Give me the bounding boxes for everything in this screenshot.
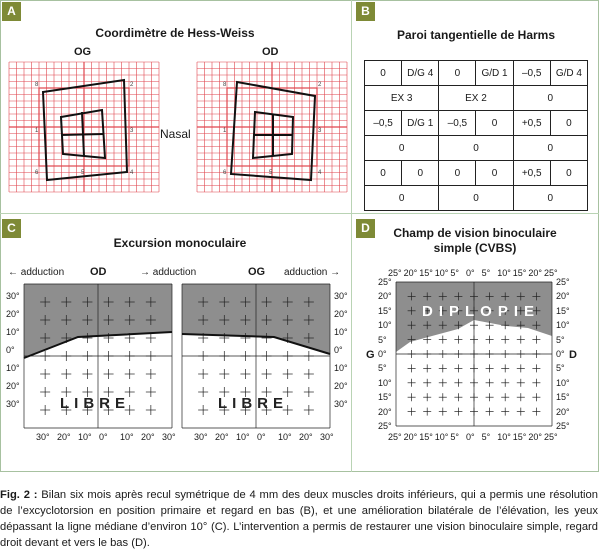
panel-d-x-tick-label: 25° (388, 432, 402, 442)
panel-d-x-tick-label: 10° (434, 432, 449, 442)
table-cell: –0,5 (365, 111, 402, 136)
panel-d-x-tick-label: 10° (497, 432, 511, 442)
table-cell: 0 (550, 111, 587, 136)
table-row (365, 111, 588, 136)
grid-number: 2 (318, 82, 322, 88)
panel-c-x-tick-label: 20° (299, 432, 313, 442)
panel-d-right-label: D (569, 349, 577, 361)
table-row (365, 61, 588, 86)
table-cell: D/G 4 (402, 61, 439, 86)
table-cell: 0 (476, 111, 513, 136)
panel-d-x-tick-label: 25° (544, 268, 558, 278)
panel-d-y-tick-label: 20° (556, 406, 570, 417)
panel-c-x-tick-label: 10° (78, 432, 92, 442)
table-cell: 0 (513, 136, 587, 161)
table-cell: 0 (439, 161, 476, 186)
table-cell: +0,5 (513, 161, 550, 186)
grid-number: 6 (223, 170, 227, 176)
grid-number: 6 (35, 170, 39, 176)
panel-c-title: Excursion monoculaire (113, 236, 247, 250)
panel-d-x-tick-label: 5° (450, 268, 459, 278)
panel-d-x-tick-label: 25° (544, 432, 558, 442)
panel-a-badge: A (2, 2, 21, 21)
figure-caption (0, 487, 598, 551)
table-cell: 0 (365, 186, 439, 211)
panel-d-x-tick-label: 0° (466, 432, 475, 442)
panel-d-y-tick-label: 10° (378, 377, 392, 388)
panel-d-x-tick-label: 10° (434, 268, 449, 278)
grid-number: 8 (223, 82, 227, 88)
excursion-og (182, 284, 330, 428)
grid-number: 4 (318, 170, 322, 176)
panel-a-title: Coordimètre de Hess-Weiss (95, 26, 255, 40)
cvbs-field (396, 282, 552, 426)
panel-c-x-tick-label: 30° (320, 432, 334, 442)
panel-d-x-tick-label: 25° (388, 268, 402, 278)
panel-d-x-tick-label: 20° (528, 432, 543, 442)
hess-grid-og (9, 62, 159, 192)
panel-d-y-tick-label: 10° (556, 320, 570, 331)
panel-d-y-tick-label: 15° (556, 392, 570, 403)
panel-d-title-line1: Champ de vision binoculaire (393, 226, 557, 240)
panel-c-y-tick-label: 20° (6, 309, 20, 319)
panel-d-y-tick-label: 20° (378, 291, 392, 302)
panel-d-y-tick-label: 0° (556, 349, 565, 359)
panel-divider-vertical (351, 0, 352, 472)
panel-c-y-tick-label: 30° (334, 291, 348, 301)
panel-c-y-tick-label: 30° (6, 291, 20, 301)
table-row (365, 136, 588, 161)
grid-number: 8 (35, 82, 39, 88)
panel-a-nasal-label: Nasal (160, 127, 191, 141)
panel-d-badge: D (356, 219, 375, 238)
grid-number: 3 (318, 128, 322, 134)
table-cell: 0 (365, 161, 402, 186)
panel-d-x-tick-label: 20° (403, 268, 418, 278)
panel-c-y-tick-label: 0° (6, 345, 15, 355)
table-cell: –0,5 (439, 111, 476, 136)
grid-number: 5 (269, 170, 273, 176)
panel-c-x-tick-label: 0° (257, 432, 266, 442)
panel-a-od-label: OD (262, 46, 279, 58)
panel-d-y-tick-label: 25° (556, 421, 570, 431)
table-cell: –0,5 (513, 61, 550, 86)
panel-c-og-label: OG (248, 266, 266, 278)
table-cell: EX 2 (439, 86, 513, 111)
panel-c-y-tick-label: 30° (334, 399, 348, 409)
table-cell: 0 (513, 86, 587, 111)
excursion-od (24, 284, 172, 428)
grid-number: 4 (130, 170, 134, 176)
panel-d-y-tick-label: 5° (378, 363, 387, 374)
table-cell: 0 (365, 61, 402, 86)
panel-c-x-tick-label: 30° (162, 432, 176, 442)
panel-d-y-tick-label: 20° (378, 406, 392, 417)
panel-c-y-tick-label: 20° (6, 381, 20, 391)
panel-c-x-tick-label: 30° (36, 432, 50, 442)
caption-text: Bilan six mois après recul symétrique de 4 mm des deux muscles droits inférieurs, qui a permis une résolution de l’excyclotorsion en position primaire et regard en bas (B), et une amélioration bilatérale de l’élévation, les yeux dépassant la ligne médiane d’environ 10° (C). L’intervention a permis de restaurer une vision binoculaire simple, regard droit devant et vers le bas (D). (0, 489, 598, 549)
panel-d-title-line2: simple (CVBS) (433, 241, 517, 255)
adduction-label-right: adduction → (284, 267, 341, 278)
panel-d-x-tick-label: 10° (497, 268, 511, 278)
panel-d-x-tick-label: 5° (450, 432, 459, 442)
table-cell: D/G 1 (402, 111, 439, 136)
panel-d-y-tick-label: 15° (378, 305, 392, 316)
panel-d-x-tick-label: 20° (403, 432, 418, 442)
panel-d-y-tick-label: 10° (378, 320, 392, 331)
panel-d-y-tick-label: 25° (556, 277, 570, 287)
panel-d-x-tick-label: 15° (419, 268, 433, 278)
panel-d-y-tick-label: 0° (378, 349, 387, 359)
panel-c-y-tick-label: 20° (334, 309, 348, 319)
panel-c-y-tick-label: 10° (334, 363, 348, 373)
grid-number: 1 (223, 128, 227, 134)
panel-c-x-tick-label: 20° (57, 432, 71, 442)
panel-c-y-tick-label: 10° (6, 363, 20, 373)
panel-d-left-label: G (366, 349, 375, 361)
panel-d-x-tick-label: 5° (481, 268, 491, 278)
table-cell: EX 3 (365, 86, 439, 111)
panel-c-badge: C (2, 219, 21, 238)
panel-d-y-tick-label: 15° (556, 305, 570, 316)
table-cell: 0 (476, 161, 513, 186)
table-cell: G/D 4 (550, 61, 587, 86)
panel-c-y-tick-label: 10° (334, 327, 348, 337)
panel-d-x-tick-label: 15° (512, 268, 527, 278)
table-cell: 0 (439, 61, 476, 86)
panel-d-y-tick-label: 5° (378, 334, 387, 345)
panel-d-x-tick-label: 15° (419, 432, 433, 442)
panel-c-x-tick-label: 20° (141, 432, 155, 442)
panel-d-x-tick-label: 15° (512, 432, 527, 442)
hess-grid-od (197, 62, 347, 192)
adduction-label-left: ← adduction (8, 267, 65, 278)
grid-number: 3 (130, 128, 134, 134)
panel-c-x-tick-label: 10° (236, 432, 250, 442)
libre-label-og: LIBRE (218, 395, 288, 412)
panel-c-x-tick-label: 10° (120, 432, 134, 442)
panel-d-y-tick-label: 15° (378, 392, 392, 403)
panel-d-y-tick-label: 25° (378, 277, 392, 287)
grid-number: 5 (81, 170, 85, 176)
diplopie-label: DIPLOPIE (422, 303, 541, 320)
grid-number: 2 (130, 82, 134, 88)
panel-c-y-tick-label: 0° (334, 345, 343, 355)
panel-b-badge: B (356, 2, 375, 21)
caption-label: Fig. 2 : (0, 489, 38, 501)
table-cell: +0,5 (513, 111, 550, 136)
adduction-label-mid: → adduction (140, 267, 197, 278)
table-cell: 0 (365, 136, 439, 161)
panel-b-title: Paroi tangentielle de Harms (396, 28, 556, 42)
table-cell: 0 (439, 186, 513, 211)
panel-c-y-tick-label: 20° (334, 381, 348, 391)
table-row (365, 161, 588, 186)
panel-c-od-label: OD (90, 266, 107, 278)
table-row (365, 186, 588, 211)
panel-c-x-tick-label: 30° (194, 432, 208, 442)
panel-c-y-tick-label: 30° (6, 399, 20, 409)
panel-d-y-tick-label: 20° (556, 291, 570, 302)
panel-c-y-tick-label: 10° (6, 327, 20, 337)
panel-d-y-tick-label: 5° (556, 334, 565, 345)
panel-c-x-tick-label: 20° (215, 432, 229, 442)
panel-d-x-tick-label: 5° (481, 432, 491, 442)
panel-d-y-tick-label: 5° (556, 363, 565, 374)
table-cell: 0 (513, 186, 587, 211)
panel-d-y-tick-label: 10° (556, 377, 570, 388)
panel-a-og-label: OG (74, 46, 92, 58)
panel-c-x-tick-label: 10° (278, 432, 292, 442)
panel-c-x-tick-label: 0° (99, 432, 108, 442)
panel-divider-horizontal (0, 213, 599, 214)
libre-label-od: LIBRE (60, 395, 130, 412)
panel-d-y-tick-label: 25° (378, 421, 392, 431)
panel-d-x-tick-label: 20° (528, 268, 543, 278)
panel-d-x-tick-label: 0° (466, 268, 475, 278)
table-row (365, 86, 588, 111)
table-cell: 0 (550, 161, 587, 186)
table-cell: 0 (439, 136, 513, 161)
grid-number: 1 (35, 128, 39, 134)
table-cell: G/D 1 (476, 61, 513, 86)
table-cell: 0 (402, 161, 439, 186)
harms-table (364, 60, 588, 211)
